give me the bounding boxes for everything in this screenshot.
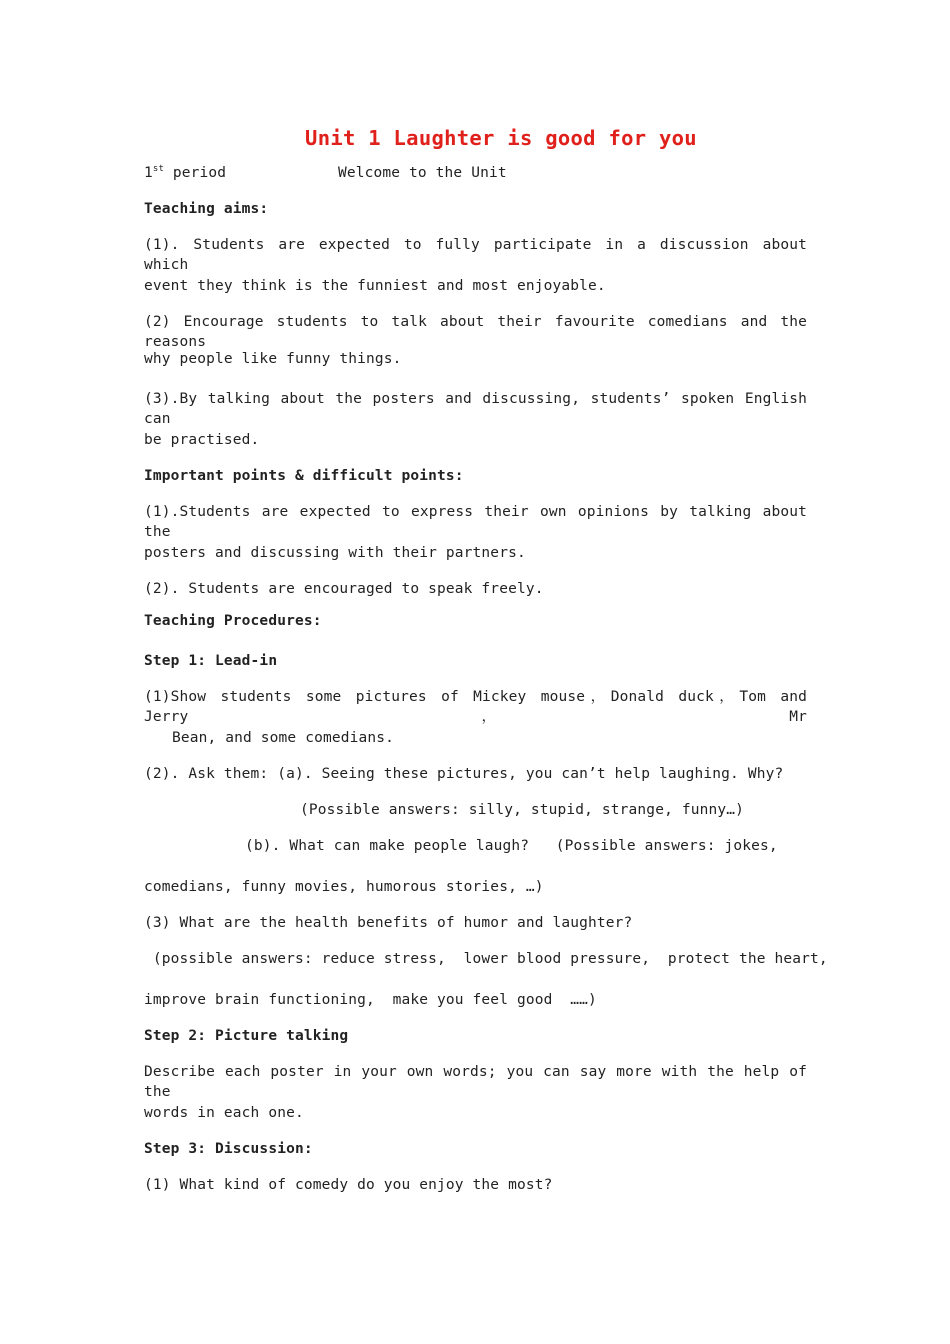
aims-line-1: (1). Students are expected to fully participate in a discussion about which	[144, 237, 807, 273]
step1-line-2: Bean, and some comedians.	[172, 730, 394, 746]
doc-title: Unit 1 Laughter is good for you	[305, 126, 697, 150]
step1-line-3: (2). Ask them: (a). Seeing these pictures, you can’t help laughing. Why?	[144, 766, 784, 782]
aims-line-2: event they think is the funniest and most enjoyable.	[144, 278, 606, 294]
step1-line-6: comedians, funny movies, humorous stories, …)	[144, 879, 544, 895]
step1-line-8: (possible answers: reduce stress, lower blood pressure, protect the heart,	[144, 951, 828, 967]
points-line-2: posters and discussing with their partners.	[144, 545, 526, 561]
step3-line-1: (1) What kind of comedy do you enjoy the most?	[144, 1177, 553, 1193]
step2-line-1: Describe each poster in your own words; you can say more with the help of the	[144, 1064, 807, 1100]
step1-line-4: (Possible answers: silly, stupid, strange, funny…)	[300, 802, 744, 818]
heading-teaching-aims: Teaching aims:	[144, 201, 269, 217]
points-line-3: (2). Students are encouraged to speak freely.	[144, 581, 544, 597]
period-word: period	[164, 165, 227, 181]
period-ordinal: st	[152, 164, 165, 174]
aims-line-5: (3).By talking about the posters and discussing, students’ spoken English can	[144, 391, 807, 427]
step1-line-7: (3) What are the health benefits of humor and laughter?	[144, 915, 633, 931]
aims-line-4: why people like funny things.	[144, 351, 402, 367]
step1-line-9: improve brain functioning, make you feel good ……)	[144, 992, 597, 1008]
period-topic: Welcome to the Unit	[338, 165, 507, 181]
heading-teaching-procedures: Teaching Procedures:	[144, 613, 322, 629]
step1-line-1: (1)Show students some pictures of Mickey mouse，Donald duck，Tom and Jerry，Mr	[144, 689, 807, 725]
period-number: 1	[144, 165, 153, 181]
heading-step-1: Step 1: Lead-in	[144, 653, 278, 669]
heading-step-3: Step 3: Discussion:	[144, 1141, 313, 1157]
points-line-1: (1).Students are expected to express their own opinions by talking about the	[144, 504, 807, 540]
step1-line-5: (b). What can make people laugh? (Possible answers: jokes,	[245, 838, 778, 854]
aims-line-3: (2) Encourage students to talk about their favourite comedians and the reasons	[144, 314, 807, 350]
heading-step-2: Step 2: Picture talking	[144, 1028, 349, 1044]
aims-line-6: be practised.	[144, 432, 260, 448]
heading-important-points: Important points & difficult points:	[144, 468, 464, 484]
period-line	[144, 163, 226, 183]
step2-line-2: words in each one.	[144, 1105, 304, 1121]
